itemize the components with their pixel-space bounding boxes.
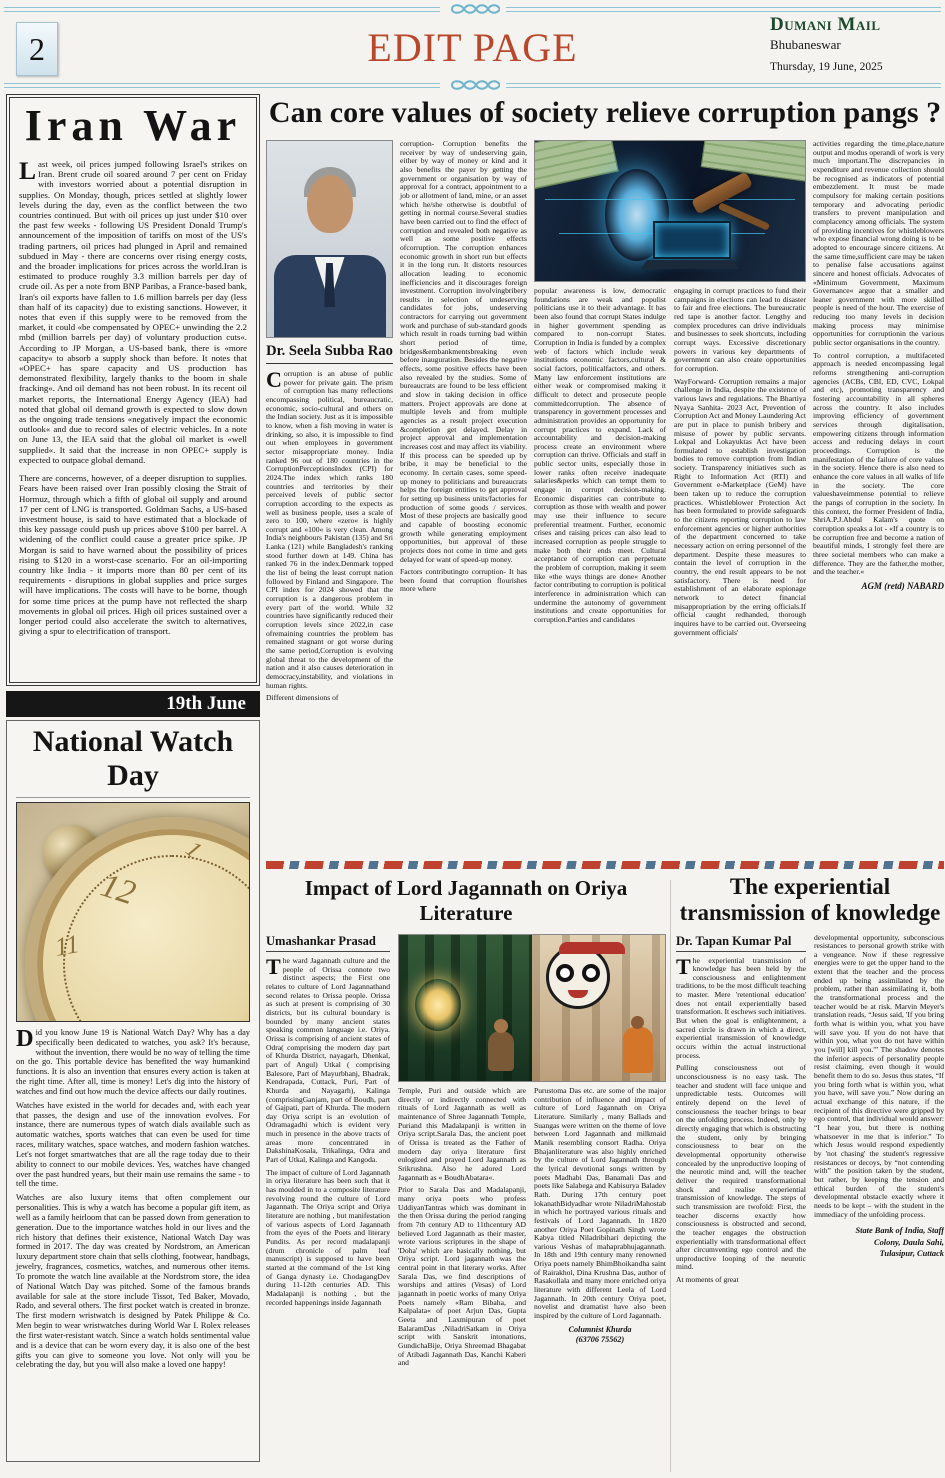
paragraph: Temple, Puri and outside which are directly or indirectly connected with rituals of Lord Jagannath as well as maintenance of Shree Jagannath Temple, Puriand this Madalapanji is written in Oriya script.Sarala Das, the ancient poet of Orissa is treated as the Father of modern day oriya literature first eulogized and prayed Lord Jagannath as Srikrushna. Also he adored Lord Jagannath as « BoudhAbatara«. bbox=[398, 1087, 526, 1182]
laptop-graphic bbox=[653, 221, 731, 259]
paragraph: Watches have existed in the world for decades and, with each year that passes, the design and use of the innovation evolves. For instance, there are numerous types of watch dials available such as automatic watches, sports watches that can even be used for time races, military watches, space watches, and modern fashion watches. Let's not forget smartwatches that are all the rage today due to their ability to connect to our mobile devices. Yes, watches have changed over the past hundred years, but their main use remains the same - to tell the time. bbox=[16, 1100, 250, 1189]
page-title: EDIT PAGE bbox=[367, 25, 578, 70]
paragraph: corruption- Corruption benefits the receiver by way of undeserving gain, either by way of money or kind and it also benefits the payer by getting the government or organisation by way of approval for a contract, appointment to a job or allotment of land, mine, or an asset which he/she otherwise is doubtful of getting in normal course.Several studies have been carried out to find the effect of corruption and revealed both negative as well as some positive effects ofcorruption. The corruption enhances economic growth in short run but effects it in the long run. It distorts resources allocation leading to economic inefficiencies and it discourages foreign investment. Corruption involvingbribery results in selection of undeserving candidates for jobs, undeserving contractors for carrying out government work and purchase of sub-standard goods which result in roads turning bad within short period of time, bridges&embankmentsbreaking even before inauguration. Besides the negative effects, some positive effects have been also revealed by the studies. Some of bureaucrats are found to be less efficient and slow in taking decision in office matters. Project approvals are done at multiple levels and from multiple agencies as a result project execution &completion get delayed. Delay in project approval and implementation increases cost and may affect its viability. If this process can be speeded up by bribe, it may be beneficial to the economy. In certain cases, some speed-up money to politicians and bureaucrats helps the foreign entities to get approval for setting up business units/factories for production of some goods / services. Most of these projects are basically good and capable of boosting economic growth while generating employment opportunities, but approval of these projects does not come in time and gets delayed for want of speed-up money. bbox=[400, 140, 527, 564]
corruption-collage-image bbox=[534, 140, 806, 282]
paragraph: The experiential transmission of knowledge has been held by the consciousness and enlightenment traditions, to be the most difficult teaching to master. Mere 'retentional education' does not entail experientially based transformation. It eschews such initiatives. But when the goal is enlightenment, a sacred circle is drawn in which a direct, experiential transmission of knowledge occurs within the actual instructional process. bbox=[676, 953, 806, 1060]
knot-ornament-icon bbox=[446, 1, 500, 17]
experiential-headline: The experiential transmission of knowledge bbox=[679, 874, 941, 925]
masthead-city: Bhubaneswar bbox=[770, 37, 841, 52]
paragraph: To control corruption, a multifaceted approach is needed encompassing legal reforms strengthening anti-corruption agencies (ACBs, CBI, ED, CVC, Lokpal and etc), promoting transparency and fostering accountability in all spheres across the country. It also includes improving efficiency of government services through digitalisation, empowering citizens through information access and reducing delays in court proceedings. Corruption is the manifestation of the failure of core values in the society. Hence there is also need to enhance the core values in all walks of life in the society. The core valueshaveimmense potential to relieve the pangs of corruption in the society. In this context, the former President of India, ShriA.P.J.Abdul Kalam's quote on corruption speaks a lot - «If a country is to be corruption free and become a nation of beautiful minds, I strongly feel there are three societal members who can make a difference. They are the father,the mother, and the teacher.« bbox=[813, 350, 944, 577]
paragraph: Different dimensions of bbox=[266, 693, 339, 703]
article-experiential bbox=[676, 874, 944, 1478]
corruption-column-4 bbox=[674, 287, 806, 839]
jagannath-artwork-image bbox=[398, 934, 666, 1082]
paragraph: Did you know June 19 is National Watch Day? Why has a day specifically been dedicated to watches, you ask? It's because, without the invention, there would be no way of telling the time on the go. This portable device has benefited the way humankind functions. It is also an invention that ensures every action is taken at the right time. After all, time is money! Let's dig into the history of watches and find out how much the device affects our daily routines. bbox=[16, 1025, 250, 1096]
paragraph: activities regarding the time,place,nature output and modus operandi of work is very much important.The discrepancies in expenditure and revenue collection should be recognised as indicators of potential embezzlement. It must be made compulsory for making certain positions temporary and advocating periodic transfers to prevent manipulation and complacency among officials. The system of providing incentives for whistleblowers who expose financial wrong doing is to be adopted to encourage sincere citizens. At the same time,sufficient care may be taken to penalise false accusations against sincere and honest officials. Advocates of «Minimum Government, Maximum Governance« argue that a smaller and leaner government with more skilled people is need of the hour. The exercise of reducing too many levels in decision making process may minimise opportunities for corruptionin the various public sector organisations in the country. bbox=[813, 140, 944, 348]
corruption-column-middle bbox=[534, 140, 806, 842]
paragraph: There are concerns, however, of a deeper disruption to supplies. Fears have been raised over Iran possibly closing the Strait of Hormuz, through which a fifth of global oil supply and around 17 per cent of LNG is transported. Goldman Sachs, a US-based investment house, is said to have estimated that a blockade of this key passage could push up prices above $100 per barrel. A widening of the conflict could cause a greater price spike. JP Morgan is said to have warned about the possibility of prices rising to $120 in a worst-case scenario. For an oil-importing country like India - it imports more than 80 per cent of its requirements - disruptions in global supplies and price surges will have implications. The costs will have to be borne, though for some time prices at the pump have not reflected the sharp movements in global oil prices. High oil prices sustained over a longer period could also accelerate the switch to alternatives, giving a spur to electrification of transport. bbox=[19, 473, 247, 637]
paragraph: Watches are also luxury items that often complement our personalities. This is why a watch has become a popular gift item, as well as a family heirloom that can be passed down from generation to generation. Due to the importance watches hold in our lives and the rich history that defines their existence, National Watch Day was formed in 2017. The day was created by Nordstrom, an American luxury department store chain that sells clothing, footwear, handbags, jewelry, fragrances, cosmetics, watches, and numerous other items. To promote the watch line available at the Nordstrom store, the idea of National Watch Day was pitched. Some of the famous brands available for sale at the store include Tissot, Ted Baker, Movado, Rado, and several others. The first pocket watch is created in bronze. The first modern wristwatch is designed by Patek Philippe & Co. Men begin to wear wristwatches during World War I. Rolex releases the first water-resistant watch. Since a watch holds sentimental value and is a device that can be worn every day, it is also one of the best gifts you can give to someone you love. Not only will you be celebrating the day, but you will also make a loved one happy! bbox=[16, 1193, 250, 1370]
section-divider bbox=[266, 861, 944, 869]
money-graphic bbox=[534, 140, 619, 190]
temple-scene-graphic bbox=[532, 935, 665, 1081]
paragraph: Corruption is an abuse of public power for private gain. The prism of corruption has many reflections encompassing political, bureaucratic, economic, socio-cultural and others on the Indian society. Just as it is impossible to know, when a fish moving in water is drinking, so also, it is impossible to find out when employees in government sector misappropriate money. India ranked 96 out of 180 countries in the CorruptionPerceptionsIndex (CPI) for 2024.The index which ranks 180 countries and territories by their perceived levels of public sector corruption according to the expects as well as business people, uses a scale of zero to 100, where «zero« is highly corrupt and «100« is very clean. Among India's neighbours Pakistan (135) and Sri Lanka (121) while Bangladesh's ranking stood further down at 149. China has ranked 76 in the index.Denmark topped the list of being the least corrupt nation followed by Finland and Singapore. The CPI index for 2024 showed that the corruption is a dangerous problem in every part of the world. While 32 countries have significantly reduced their corruption levels since 2022,in case ofremaining countries the problem has remained stagnant or got worse during the same period,Corruption is evolving global threat to the development of the nation and it also causes deterioration in democracy,instability, and violations in human rights. bbox=[266, 367, 393, 690]
experiential-column-2 bbox=[814, 934, 944, 1478]
paragraph: developmental opportunity, subconscious resistances to personal growth strike with a vengeance. Now if these regressive energies were to get the upper hand to the extent that the teacher and the process ended up being assimilated by the problem, rather than assimilating it, both the transformational process and the teacher would be at risk. Marvin Meyer's translation reads, “Jesus said, 'If you bring forth what is within you, what you have will save you. If you do not have that within you, what you do not have within you [will] kill you.'” The shadow denotes the inferior aspects of personality people resist claiming, even though it would benefit them to do so. Jesus thus states, “If you bring forth what is within you, what you have, will save you.” Now during an actual exchange of this nature, if the recipient of this directive were gripped by ego control, that individual would answer: “I hear you, but there is nothing whatsoever in me that is inferior.” To which Jesus would respond expediently by 'not chasing' the student's regressive resistances or decoys, by “not contending with” the position taken by the student, but rather, by keeping the tension and ethical burden of the student's developmental obstacle exactly where it needs to be kept – with the student in the immediacy of the unfolding process. bbox=[814, 933, 944, 1219]
decorative-rule-bottom bbox=[4, 78, 941, 92]
left-column bbox=[6, 94, 260, 1462]
jagannath-author: Umashankar Prasad bbox=[266, 934, 390, 952]
corruption-column-1 bbox=[266, 140, 393, 842]
corruption-column-5 bbox=[813, 140, 944, 842]
jagannath-col3-text bbox=[534, 1087, 666, 1321]
paragraph: Purustoma Das etc. are some of the major contribution of influence and impact of culture of Lord Jagannath on Oriya Literature. Similarly , many Ballads and Suangas were written on the theme of love between Lord Jagannath and milkmaid Manik resembling consort Radha. Oriya Bhajanliterature was also highly enriched by the culture of Lord Jagannath through the lyrical devotional songs written by poets Madhabi Das, Banamali Das and poets like Salabega and Kabisurya Baladev Rath. During 17th century poet lokanathBidyadhar wrote NiladriMahostab in which he portrayed various rituals and festivals of Lord Jagannath. In 1820 another Oriya Poet Gopinath Singh wrote Kabya titled Niladribihari depicting the various Veshas of mahaprabhujagannath. In 18th and 19th century many renowned Oriya poets namely BhimBhoikandha saint of Rairakhol, Dina Krushna Das, author of Rasakollala and many more enriched oriya literature with different Leela of Lord Jagannath. In 20th century Oriya poet, novelist and dramatist have also been inspired by the culture of Lord Jagannath. bbox=[534, 1087, 666, 1321]
corruption-column-3 bbox=[534, 287, 666, 839]
watch-dial: 12 11 1 bbox=[25, 817, 250, 1022]
jagannath-column-2 bbox=[398, 1087, 526, 1478]
jagannath-face-graphic bbox=[546, 945, 610, 1009]
article-jagannath bbox=[266, 874, 666, 1478]
page-number: 2 bbox=[16, 22, 58, 76]
paragraph: engaging in corrupt practices to fund their campaigns in elections can lead to disaster to fair and free elections. The bureaucratic red tape is another factor. Lengthy and complex procedures can drive individuals and businesses to seek shortcuts, including corrupt ways. Excessive discretionary powers in various key departments of government can also create opportunities for corruption. bbox=[674, 287, 806, 373]
jagannath-right-block bbox=[398, 934, 666, 1478]
corruption-author: Dr. Seela Subba Rao bbox=[266, 343, 393, 364]
paragraph: popular awareness is low, democratic foundations are weak and populist politicians use it to their advantage. It has been also found that corrupt States indulge in higher government spending as compared to non-corrupt States. Corruption in India is funded by a complex web of factors which include weak institutions economic factors,cultural & social factors, politicalfactors, and others. Many law enforcement institutions are either weak or compromised making it difficult to detect and prosecute people committedcorruption. The absence of transparency in government processes and administration provides an opportunity for corrupt practices to expand. Lack of accountability and decision-making process create an environment where corruption can thrive. Officials and staff in public sector units, especially those in lower ranks often receive inadequate salaries&perks which can tempt them to engage in corrupt decision-making. Economic disparities can contribute to corruption as those with wealth and power may use their influence to secure preferential treatment. Further, economic crises and raising prices can also lead to increased corruption as people struggle to make both their ends meet. Cultural acceptance of corruption can perpetuate the problem of corruption, making it seem like «the ways things are done« Another factor contributing to corruption is political interference in administration which can undermine the autonomy of government institutions and create opportunities for corruption.Parties and candidates bbox=[534, 287, 666, 624]
jagannath-headline: Impact of Lord Jagannath on Oriya Literature bbox=[304, 876, 628, 925]
iran-war-headline: Iran War bbox=[24, 101, 242, 150]
paragraph: WayForward- Corruption remains a major challenge in India, despite the existence of various laws and regulations. The Bhartiya Nyaya Sanhita- 2023 Act, Prevention of Corruption Act and Money Laundering Act are put in place to punish bribery and misuse of power by public servants. Lokpal and Lokayuktas Act have been formulated to establish investigation bodies to remove corruption from Indian society. Transparency initiatives such as Right to Information Act (RTI) and Government e-Marketplace (GeM) have been taken up to reduce the corruption practices. Whistleblower Protection Act has been formulated to provide safeguards to the citizens reporting corruption to law enforcement agencies or higher authorities of the department concerned to take necessary action on erring personnel of the department. Despite these measures to contain the level of corruption in the country, the end result appears to be not satisfactory. There is need for establishment of an elaborate espionage network to detect financial misappropriation by the erring officials.If official caught redhanded, thorough inquires have to be carried out. Overseeing government officials' bbox=[674, 376, 806, 637]
article-iran-war bbox=[6, 94, 260, 686]
paragraph: The impact of culture of Lord Jagannath in oriya literature has been such that it has moulded in to a composite literature revolving round the culture of Lord Jagannath. The Oriya script and Oriya literature are nothing , but manifestation of various aspects of Lord Jagannath from the eyes of the Poets and literary Pundits. As per record madalapanji (drum chronicle of palm leaf manuscript) is supposed to have been started at the command of the 1st king of Ganga dynasty i.e. ChodagangDev during 11-12th centuries AD. This Madalapanji is nothing , but the recorded happenings inside Jagannath bbox=[266, 1167, 390, 1307]
jagannath-attribution: Columnist Khurda (63706 75562) bbox=[568, 1324, 632, 1345]
corruption-col5-text bbox=[813, 140, 944, 577]
forest-scene-graphic bbox=[399, 935, 532, 1081]
experiential-author: Dr. Tapan Kumar Pal bbox=[676, 934, 806, 952]
corruption-headline: Can core values of society relieve corruption pangs ? bbox=[268, 96, 942, 129]
experiential-column-1 bbox=[676, 934, 806, 1478]
jagannath-column-1 bbox=[266, 934, 390, 1478]
paragraph: Prior to Sarala Das and Madalapanji, many oriya poets who profess UddiyanTantras which was dominant in the then Orissa during the period ranging from 7th century AD to 11thcentury AD believed Lord Jagannath as their master, wrote various scriptures in the shape of 'Doha' which are basically nothing, but Oriya script. Lord jagannath was the central point in that literary works. After Sarala Das, we find descriptions of worships and attires (Vesas) of Lord jagannath in poetic works of many Oriya Poets namely «Ram Bibaha, and Kalpalata« of poet Arjun Das, Gupta Geeta and Laxmipuran of poet BalaramDas ,NiladriSatkam in Oriya script with Sanskrit intonations, GundichaBije, Oriya Shreemad Bhagabat of Atibadi Jagannath Das, Kanchi Kaberi and bbox=[398, 1185, 526, 1368]
masthead bbox=[770, 14, 940, 73]
experiential-col2-text bbox=[814, 934, 944, 1220]
watch-day-headline: National Watch Day bbox=[16, 725, 250, 798]
devotee-graphic bbox=[623, 1027, 653, 1073]
paragraph: Last week, oil prices jumped following Israel's strikes on Iran. Brent crude oil soared around 7 per cent on Friday with investors worried about a potential disruption in supplies. On Monday, though, prices settled at slightly lower levels during the day, even as the conflict between the two countries continued. But with oil prices up just under $10 over the past few weeks - following US President Donald Trump's announcement of the imposition of tariffs on most of the US's trading partners, oil prices had plunged in April and remained subdued in May - there are concerns over rising energy costs, and the broader implications for prices across the world.Iran is estimated to produce roughly 3.3 million barrels per day of crude oil. As per a note from BNP Paribas, a France-based bank, Iran's oil exports have fallen to 1.6 million barrels per day (less than half of its capacity) due to existing sanctions. However, it notes that even if this supply were to be removed from the market, it could «be compensated by OPEC+ unwinding the 2.2 mbd (million barrels per day) of voluntary production cuts«. According to JP Morgan, a US-based bank, there is «more capacity« to absorb a supply shock than before. It notes that «OPEC+ has spare capacity and US production has demonstrated flexibility, largely thanks to the boom in shale fracking«. And oil demand has not been robust. In its recent oil market reports, the International Energy Agency (IEA) had noted that global oil demand growth is expected to slow down as the ongoing trade tensions «negatively impact the economic outlook« and due to record sales of electric vehicles. In a note on June 13, the IEA said that the global oil market is «well supplied«. It said that the increase in non OPEC+ supply is expected to outpace global demand. bbox=[19, 156, 247, 465]
pocket-watch-photo bbox=[16, 802, 250, 1022]
jagannath-col1-text bbox=[266, 954, 390, 1307]
paragraph: Factors contributingto corruption- It has been found that corruption flourishes more where bbox=[400, 567, 527, 594]
masthead-date: Thursday, 19 June, 2025 bbox=[770, 61, 883, 73]
money-graphic bbox=[701, 140, 806, 183]
article-corruption bbox=[266, 94, 944, 858]
knot-ornament-icon bbox=[446, 77, 500, 93]
watch-day-body bbox=[16, 1025, 250, 1370]
corruption-column-2 bbox=[400, 140, 527, 842]
corruption-col1-text bbox=[266, 367, 393, 703]
paragraph: The ward Jagannath culture and the people of Orissa connote two distinct aspects; the First one relates to culture of Lord Jagannathand second relates to Orissa people. Orissa as such at present is comprising of 30 districts, but its cultural boundary is bounded by many ancient states speaking common language i.e. Oriya. Orissa is comprising of ancient states of Odra( comprising the modern day part of Khurda District, nayagarh, Dhenkal, part of Angul) Utkal ( comprising Balesore, Part of Mayurbhanj, Bhadrak, Kendrapada, Cuttack, Puri, Part of Khurda and Nayagarh), Kalinga (comprisingGanjam, part of Boudh, part of Gajpati, part of Khurda. The modern day Oriya script is an evolution of Odramagadhi which is evident very much in presence in the above tracts of areas more concentrated in DakshinaKosala, Trikalinga, Odra and Part of Utkal, Kalinga and Kangoda. bbox=[266, 954, 390, 1165]
author-photo bbox=[266, 140, 393, 338]
iran-war-body bbox=[19, 156, 247, 637]
experiential-attribution: State Bank of India, Staff Colony, Daula Sahi, Tulasipur, Cuttack bbox=[855, 1226, 944, 1258]
date-banner: 19th June bbox=[6, 691, 260, 717]
paragraph: At moments of great bbox=[676, 1275, 739, 1285]
article-national-watch-day bbox=[6, 720, 260, 1462]
experiential-col1-text bbox=[676, 953, 806, 1285]
paragraph: Pulling consciousness out of unconsciousness is no easy task. The teacher and student will face unique and unpredictable tests. Outcomes will entirely depend on the level of consciousness the teacher brings to bear on the unfolding process. Indeed, only by directly engaging that which is obstructing the student, only by bringing consciousness to bear on the developmental opportunity otherwise concealed by the unproductive looping of the neurotic mind and, will the teacher deliver the required transformational shock and realise experiential transmission of knowledge. The steps of such transmission are twofold: First, the teacher discerns exactly how consciousness is obstructed and second, the teacher engages the obstruction experientially with transformational effect after circumventing ego control and the unproductive looping of the neurotic mind. bbox=[676, 1063, 806, 1272]
column-rule bbox=[670, 880, 671, 1472]
corruption-attribution: AGM (retd) NABARD bbox=[861, 580, 944, 591]
masthead-name: Dumani Mail bbox=[770, 14, 881, 35]
jagannath-column-3 bbox=[534, 1087, 666, 1478]
